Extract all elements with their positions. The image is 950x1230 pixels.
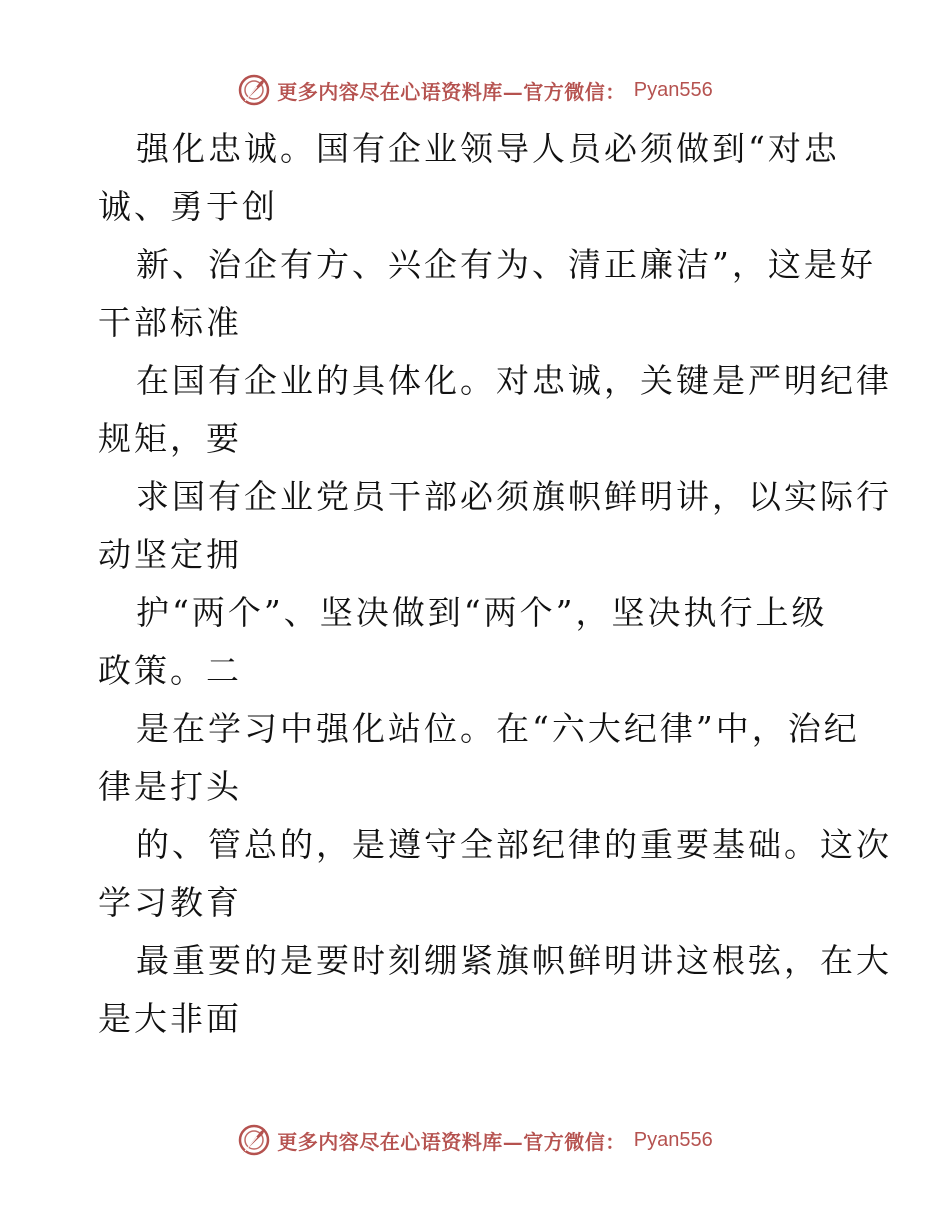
footer-banner — [0, 1120, 950, 1160]
text-line: 诚、勇于创 — [98, 187, 278, 226]
text-line: 是大非面 — [98, 999, 242, 1038]
footer-banner-text: 更多内容尽在心语资料库—官方微信： — [277, 1129, 626, 1154]
text-line: 在国有企业的具体化。对忠诚，关键是严明纪律 — [136, 361, 892, 400]
header-banner — [0, 70, 950, 110]
text-line: 政策。二 — [98, 651, 242, 690]
text-line: 强化忠诚。国有企业领导人员必须做到“对忠 — [136, 129, 840, 168]
header-wechat-handle: Pyan556 — [633, 78, 713, 101]
text-line: 的、管总的，是遵守全部纪律的重要基础。这次 — [136, 825, 892, 864]
text-line: 新、治企有方、兴企有为、清正廉洁”，这是好 — [136, 245, 876, 284]
text-line: 最重要的是要时刻绷紧旗帜鲜明讲这根弦，在大 — [136, 941, 892, 980]
text-line: 护“两个”、坚决做到“两个”，坚决执行上级 — [136, 593, 828, 632]
text-line: 律是打头 — [98, 767, 242, 806]
quill-logo-icon — [237, 73, 271, 107]
header-banner-text: 更多内容尽在心语资料库—官方微信： — [277, 79, 626, 104]
text-line: 学习教育 — [98, 883, 242, 922]
footer-wechat-handle: Pyan556 — [633, 1128, 713, 1151]
quill-logo-icon — [237, 1123, 271, 1157]
text-line: 动坚定拥 — [98, 535, 242, 574]
text-line: 规矩，要 — [98, 419, 242, 458]
document-body — [98, 120, 892, 1048]
text-line: 求国有企业党员干部必须旗帜鲜明讲，以实际行 — [136, 477, 892, 516]
text-line: 干部标准 — [98, 303, 242, 342]
text-line: 是在学习中强化站位。在“六大纪律”中，治纪 — [136, 709, 860, 748]
